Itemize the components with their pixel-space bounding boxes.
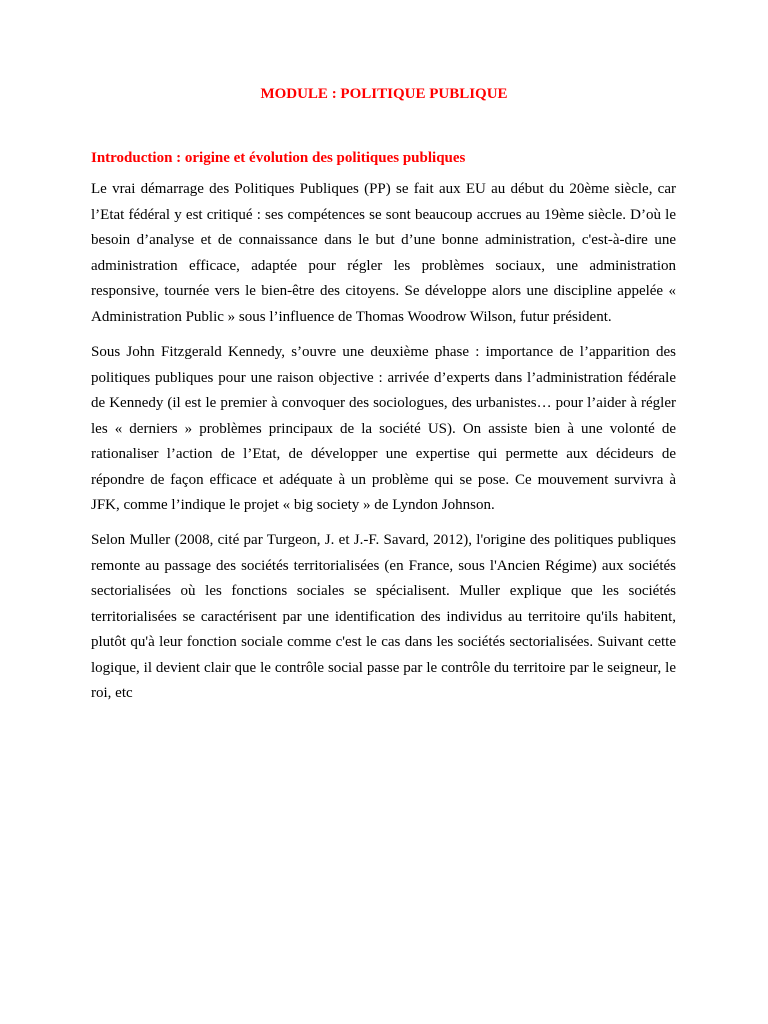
paragraph-3: Selon Muller (2008, cité par Turgeon, J. et J.-F. Savard, 2012), l'origine des politiques publiques remonte au passage des sociétés territorialisées (en France, sous l'Ancien Régime) aux sociétés sectorialisées où les fonctions sociales se spécialisent. Muller explique que les sociétés territorialisées se caractérisent par une identification des individus au territoire qu'ils habitent, plutôt qu'à leur fonction sociale comme c'est le cas dans les sociétés sectorialisées. Suivant cette logique, il devient clair que le contrôle social passe par le contrôle du territoire par le seigneur, le roi, etc bbox=[91, 532, 676, 701]
paragraph-1: Le vrai démarrage des Politiques Publiques (PP) se fait aux EU au début du 20ème siècle, car l’Etat fédéral y est critiqué : ses compétences se sont beaucoup accrues au 19ème siècle. D’où le besoin d’analyse et de connaissance dans le but d’une bonne administration, c'est-à-dire une administration efficace, adaptée pour régler les problèmes sociaux, une administration responsive, tournée vers le bien-être des citoyens. Se développe alors une discipline appelée « Administration Public » sous l’influence de Thomas Woodrow Wilson, futur président. bbox=[91, 181, 676, 325]
paragraph-2: Sous John Fitzgerald Kennedy, s’ouvre une deuxième phase : importance de l’apparition des politiques publiques pour une raison objective : arrivée d’experts dans l’administration fédérale de Kennedy (il est le premier à convoquer des sociologues, des urbanistes… pour l’aider à régler les « derniers » problèmes principaux de la société US). On assiste bien à une volonté de rationaliser l’action de l’Etat, de développer une expertise qui permette aux décideurs de répondre de façon efficace et adéquate à un problème qui se pose. Ce mouvement survivra à JFK, comme l’indique le projet « big society » de Lyndon Johnson. bbox=[91, 344, 676, 513]
page-title: MODULE : POLITIQUE PUBLIQUE bbox=[260, 86, 508, 102]
section-heading: Introduction : origine et évolution des politiques publiques bbox=[91, 150, 466, 166]
